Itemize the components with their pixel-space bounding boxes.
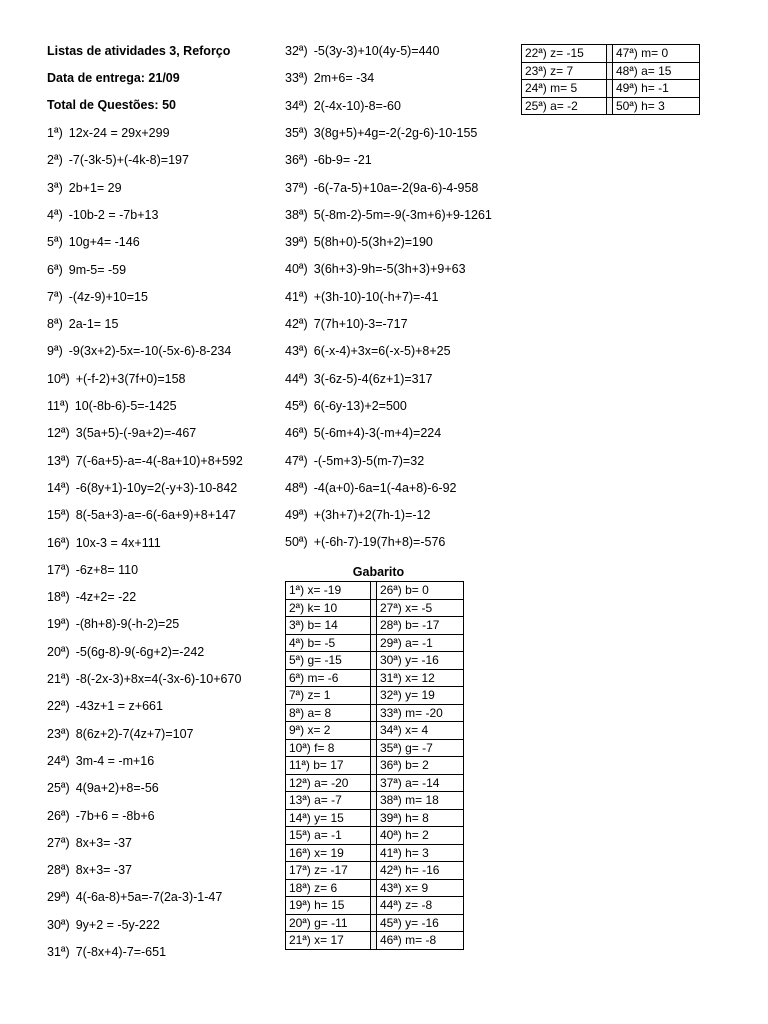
question-number: 1ª) — [47, 126, 63, 140]
answer-cell: 27ª) x= -5 — [377, 599, 464, 617]
question-number: 49ª) — [285, 508, 308, 523]
question-equation: 10g+4= -146 — [68, 235, 140, 250]
answer-row — [286, 634, 464, 652]
answer-cell: 21ª) x= 17 — [286, 932, 371, 950]
answer-cell: 28ª) b= -17 — [377, 617, 464, 635]
answer-row — [286, 897, 464, 915]
question-item — [47, 945, 166, 959]
question-item — [285, 153, 372, 167]
question-item — [285, 262, 466, 276]
question-item — [47, 290, 148, 304]
question-item — [47, 645, 204, 659]
question-number: 18ª) — [47, 590, 70, 605]
document-title: Listas de atividades 3, Reforço — [47, 44, 231, 58]
question-equation: -6b-9= -21 — [313, 153, 372, 168]
answer-row — [522, 62, 700, 80]
question-item — [47, 890, 222, 904]
answer-cell: 46ª) m= -8 — [377, 932, 464, 950]
question-item — [285, 344, 451, 358]
question-number: 11ª) — [47, 399, 69, 413]
question-item — [47, 399, 177, 413]
answer-cell: 24ª) m= 5 — [522, 80, 607, 98]
question-equation: -9(3x+2)-5x=-10(-5x-6)-8-234 — [68, 344, 232, 359]
question-equation: 7(7h+10)-3=-717 — [313, 317, 408, 331]
question-equation: +(-f-2)+3(7f+0)=158 — [75, 371, 186, 386]
question-number: 14ª) — [47, 480, 70, 495]
question-item — [285, 235, 433, 249]
answer-cell: 41ª) h= 3 — [377, 844, 464, 862]
question-equation: 4(-6a-8)+5a=-7(2a-3)-1-47 — [75, 890, 223, 905]
question-number: 24ª) — [47, 753, 70, 768]
question-item — [47, 481, 237, 495]
question-equation: 7(-6a+5)-a=-4(-8a+10)+8+592 — [75, 453, 243, 468]
answer-cell: 5ª) g= -15 — [286, 652, 371, 670]
answer-cell: 2ª) k= 10 — [286, 599, 371, 617]
question-item — [47, 454, 243, 468]
question-equation: 8(-5a+3)-a=-6(-6a+9)+8+147 — [75, 508, 236, 523]
question-equation: -4z+2= -22 — [75, 590, 137, 605]
answer-row — [286, 582, 464, 600]
question-item — [285, 535, 445, 549]
question-equation: 2b+1= 29 — [68, 180, 122, 195]
question-item — [47, 590, 136, 604]
question-number: 40ª) — [285, 262, 308, 277]
question-number: 27ª) — [47, 835, 70, 850]
question-equation: -6z+8= 110 — [75, 562, 139, 577]
question-item — [47, 536, 161, 550]
answer-cell: 14ª) y= 15 — [286, 809, 371, 827]
question-equation: +(-6h-7)-19(7h+8)=-576 — [313, 535, 446, 550]
question-equation: 7(-8x+4)-7=-651 — [75, 945, 167, 959]
answer-cell: 1ª) x= -19 — [286, 582, 371, 600]
question-equation: 8x+3= -37 — [75, 863, 132, 878]
question-equation: -7b+6 = -8b+6 — [75, 808, 155, 823]
answer-row — [286, 757, 464, 775]
answer-cell: 8ª) a= 8 — [286, 704, 371, 722]
question-item — [285, 426, 441, 440]
question-equation: 3(8g+5)+4g=-2(-2g-6)-10-155 — [313, 125, 478, 140]
gabarito-title: Gabarito — [352, 565, 405, 579]
question-equation: -6(8y+1)-10y=2(-y+3)-10-842 — [75, 480, 238, 495]
answer-cell: 31ª) x= 12 — [377, 669, 464, 687]
question-number: 36ª) — [285, 153, 308, 168]
answer-row — [286, 932, 464, 950]
question-item — [285, 181, 478, 195]
question-item — [47, 699, 163, 713]
question-item — [47, 235, 140, 249]
question-equation: 9m-5= -59 — [68, 262, 127, 277]
question-equation: 10(-8b-6)-5=-1425 — [74, 399, 177, 413]
question-item — [285, 44, 439, 58]
answer-cell: 48ª) a= 15 — [613, 62, 700, 80]
answer-row — [286, 879, 464, 897]
question-equation: 5(-8m-2)-5m=-9(-3m+6)+9-1261 — [313, 207, 492, 222]
answer-row — [286, 914, 464, 932]
question-equation: -10b-2 = -7b+13 — [68, 207, 159, 222]
question-number: 8ª) — [47, 317, 63, 332]
answer-cell: 40ª) h= 2 — [377, 827, 464, 845]
answer-cell: 35ª) g= -7 — [377, 739, 464, 757]
question-number: 3ª) — [47, 180, 63, 195]
answer-cell: 37ª) a= -14 — [377, 774, 464, 792]
answer-row — [286, 617, 464, 635]
answer-row — [286, 809, 464, 827]
question-item — [47, 508, 236, 522]
question-item — [47, 781, 159, 795]
answer-row — [522, 80, 700, 98]
question-item — [285, 454, 424, 468]
question-item — [47, 836, 132, 850]
question-number: 26ª) — [47, 808, 70, 823]
answer-row — [286, 669, 464, 687]
answer-cell: 47ª) m= 0 — [613, 45, 700, 63]
question-number: 6ª) — [47, 262, 63, 277]
question-number: 10ª) — [47, 371, 70, 386]
answer-row — [286, 792, 464, 810]
question-item — [285, 372, 433, 386]
question-number: 22ª) — [47, 699, 70, 714]
answer-cell: 42ª) h= -16 — [377, 862, 464, 880]
answer-row — [286, 844, 464, 862]
answer-cell: 15ª) a= -1 — [286, 827, 371, 845]
answer-cell: 13ª) a= -7 — [286, 792, 371, 810]
question-number: 29ª) — [47, 890, 70, 905]
answer-row — [286, 599, 464, 617]
answer-row — [286, 739, 464, 757]
answer-cell: 20ª) g= -11 — [286, 914, 371, 932]
question-item — [47, 344, 231, 358]
answer-cell: 17ª) z= -17 — [286, 862, 371, 880]
question-item — [47, 208, 158, 222]
question-equation: -43z+1 = z+661 — [75, 699, 163, 714]
answer-cell: 43ª) x= 9 — [377, 879, 464, 897]
question-item — [285, 317, 408, 331]
question-item — [47, 863, 132, 877]
question-item — [47, 672, 241, 686]
question-number: 23ª) — [47, 726, 70, 741]
answer-key-table — [285, 581, 464, 950]
answer-cell: 11ª) b= 17 — [286, 757, 371, 775]
question-number: 44ª) — [285, 371, 308, 386]
question-item — [47, 617, 179, 631]
answer-cell: 26ª) b= 0 — [377, 582, 464, 600]
question-equation: -6(-7a-5)+10a=-2(9a-6)-4-958 — [313, 180, 479, 195]
question-item — [47, 317, 118, 331]
question-number: 12ª) — [47, 426, 70, 441]
question-equation: -(4z-9)+10=15 — [68, 289, 148, 304]
question-number: 50ª) — [285, 535, 308, 550]
question-item — [47, 153, 189, 167]
question-equation: -8(-2x-3)+8x=4(-3x-6)-10+670 — [75, 672, 242, 686]
answer-cell: 34ª) x= 4 — [377, 722, 464, 740]
question-equation: 8x+3= -37 — [75, 835, 132, 850]
answer-cell: 45ª) y= -16 — [377, 914, 464, 932]
question-number: 21ª) — [47, 672, 70, 686]
question-equation: 2a-1= 15 — [68, 317, 119, 332]
due-date: Data de entrega: 21/09 — [47, 71, 180, 85]
answer-cell: 23ª) z= 7 — [522, 62, 607, 80]
question-item — [47, 263, 126, 277]
question-number: 31ª) — [47, 945, 70, 959]
question-number: 47ª) — [285, 453, 308, 468]
question-equation: 3(6h+3)-9h=-5(3h+3)+9+63 — [313, 262, 466, 277]
answer-cell: 30ª) y= -16 — [377, 652, 464, 670]
question-item — [285, 126, 477, 140]
question-equation: 10x-3 = 4x+111 — [75, 535, 161, 550]
question-equation: 2m+6= -34 — [313, 71, 375, 86]
question-number: 39ª) — [285, 235, 308, 250]
question-equation: 4(9a+2)+8=-56 — [75, 781, 159, 796]
answer-row — [286, 774, 464, 792]
question-number: 7ª) — [47, 289, 63, 304]
question-number: 17ª) — [47, 562, 70, 577]
answer-row — [286, 862, 464, 880]
question-item — [47, 126, 170, 140]
question-equation: -7(-3k-5)+(-4k-8)=197 — [68, 153, 189, 168]
answer-cell: 12ª) a= -20 — [286, 774, 371, 792]
question-number: 37ª) — [285, 180, 308, 195]
answer-key-table-continued — [521, 44, 700, 115]
question-equation: 2(-4x-10)-8=-60 — [313, 98, 401, 113]
question-number: 45ª) — [285, 398, 308, 413]
question-equation: -(-5m+3)-5(m-7)=32 — [313, 453, 425, 468]
question-equation: -(8h+8)-9(-h-2)=25 — [75, 617, 180, 632]
question-item — [47, 563, 138, 577]
question-number: 48ª) — [285, 480, 308, 495]
answer-cell: 36ª) b= 2 — [377, 757, 464, 775]
answer-cell: 22ª) z= -15 — [522, 45, 607, 63]
question-item — [47, 372, 186, 386]
question-number: 41ª) — [285, 289, 308, 304]
question-number: 38ª) — [285, 207, 308, 222]
answer-cell: 3ª) b= 14 — [286, 617, 371, 635]
question-item — [285, 208, 492, 222]
answer-row — [286, 704, 464, 722]
question-item — [285, 399, 407, 413]
question-number: 20ª) — [47, 644, 70, 659]
question-item — [285, 508, 430, 522]
question-equation: 12x-24 = 29x+299 — [68, 126, 170, 140]
answer-cell: 25ª) a= -2 — [522, 97, 607, 115]
question-number: 5ª) — [47, 235, 63, 250]
question-number: 43ª) — [285, 344, 308, 359]
question-number: 32ª) — [285, 44, 308, 58]
answer-row — [522, 45, 700, 63]
question-equation: 5(8h+0)-5(3h+2)=190 — [313, 235, 433, 250]
question-number: 46ª) — [285, 426, 308, 441]
question-item — [47, 754, 154, 768]
question-equation: -4(a+0)-6a=1(-4a+8)-6-92 — [313, 480, 457, 495]
answer-cell: 4ª) b= -5 — [286, 634, 371, 652]
question-equation: 8(6z+2)-7(4z+7)=107 — [75, 726, 194, 741]
answer-cell: 38ª) m= 18 — [377, 792, 464, 810]
question-number: 2ª) — [47, 153, 63, 168]
question-equation: 9y+2 = -5y-222 — [75, 917, 160, 932]
answer-cell: 39ª) h= 8 — [377, 809, 464, 827]
total-questions: Total de Questões: 50 — [47, 98, 176, 112]
question-number: 34ª) — [285, 98, 308, 113]
answer-cell: 18ª) z= 6 — [286, 879, 371, 897]
question-number: 28ª) — [47, 863, 70, 878]
question-item — [47, 918, 160, 932]
question-number: 16ª) — [47, 535, 70, 550]
answer-cell: 16ª) x= 19 — [286, 844, 371, 862]
answer-cell: 32ª) y= 19 — [377, 687, 464, 705]
answer-cell: 50ª) h= 3 — [613, 97, 700, 115]
question-number: 30ª) — [47, 917, 70, 932]
question-item — [285, 71, 374, 85]
question-item — [47, 809, 155, 823]
answer-row — [286, 827, 464, 845]
question-number: 25ª) — [47, 781, 70, 796]
question-item — [285, 481, 457, 495]
answer-row — [286, 687, 464, 705]
question-item — [47, 727, 193, 741]
question-number: 19ª) — [47, 617, 70, 632]
question-number: 15ª) — [47, 508, 70, 523]
question-item — [285, 290, 438, 304]
question-equation: 3(5a+5)-(-9a+2)=-467 — [75, 426, 197, 441]
question-number: 9ª) — [47, 344, 63, 359]
answer-row — [286, 652, 464, 670]
question-equation: -5(6g-8)-9(-6g+2)=-242 — [75, 644, 205, 659]
question-number: 35ª) — [285, 125, 308, 140]
answer-cell: 44ª) z= -8 — [377, 897, 464, 915]
question-number: 33ª) — [285, 71, 308, 86]
question-equation: 3m-4 = -m+16 — [75, 753, 155, 768]
answer-cell: 19ª) h= 15 — [286, 897, 371, 915]
answer-cell: 49ª) h= -1 — [613, 80, 700, 98]
question-item — [285, 99, 401, 113]
question-equation: 6(-x-4)+3x=6(-x-5)+8+25 — [313, 344, 451, 359]
answer-cell: 6ª) m= -6 — [286, 669, 371, 687]
answer-cell: 33ª) m= -20 — [377, 704, 464, 722]
question-equation: 5(-6m+4)-3(-m+4)=224 — [313, 426, 442, 441]
question-number: 42ª) — [285, 317, 308, 331]
question-equation: +(3h+7)+2(7h-1)=-12 — [313, 508, 431, 523]
question-equation: -5(3y-3)+10(4y-5)=440 — [313, 44, 440, 58]
question-equation: +(3h-10)-10(-h+7)=-41 — [313, 289, 439, 304]
question-number: 13ª) — [47, 453, 70, 468]
question-item — [47, 426, 196, 440]
answer-row — [522, 97, 700, 115]
question-number: 4ª) — [47, 207, 63, 222]
question-equation: 3(-6z-5)-4(6z+1)=317 — [313, 371, 433, 386]
answer-cell: 9ª) x= 2 — [286, 722, 371, 740]
question-item — [47, 181, 122, 195]
answer-cell: 10ª) f= 8 — [286, 739, 371, 757]
question-equation: 6(-6y-13)+2=500 — [313, 398, 407, 413]
answer-cell: 29ª) a= -1 — [377, 634, 464, 652]
answer-cell: 7ª) z= 1 — [286, 687, 371, 705]
answer-row — [286, 722, 464, 740]
